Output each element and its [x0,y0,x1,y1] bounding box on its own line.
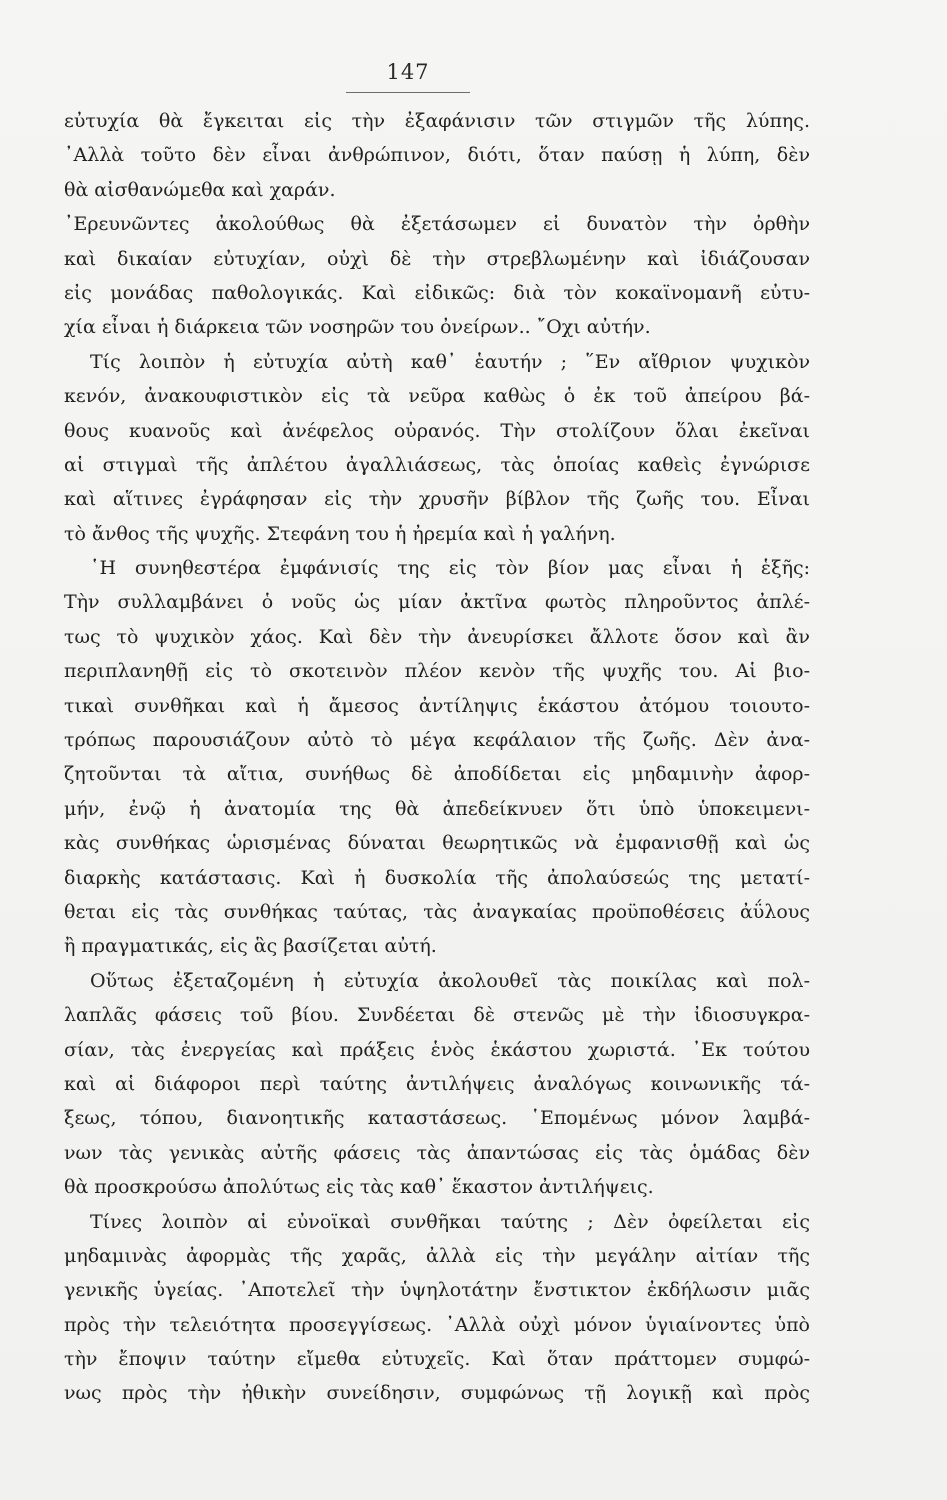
text-line: καὶ δικαίαν εὐτυχίαν, οὐχὶ δὲ τὴν στρεβλωμένην καὶ ἰδιάζουσαν [64,247,810,270]
text-line: ῾Η συνηθεστέρα ἐμφάνισίς της εἰς τὸν βίον μας εἶναι ἡ ἑξῆς: [90,557,810,580]
text-line: ζητοῦνται τὰ αἴτια, συνήθως δὲ ἀποδίδεται εἰς μηδαμινὴν ἀφορ- [64,763,810,786]
text-line: σίαν, τὰς ἐνεργείας καὶ πράξεις ἑνὸς ἑκάστου χωριστά. ᾿Εκ τούτου [64,1038,810,1061]
text-line: Οὕτως ἐξεταζομένη ἡ εὐτυχία ἀκολουθεῖ τὰς ποικίλας καὶ πολ- [90,969,810,992]
text-line: λαπλᾶς φάσεις τοῦ βίου. Συνδέεται δὲ στενῶς μὲ τὴν ἰδιοσυγκρα- [64,1004,810,1027]
text-line: τρόπως παρουσιάζουν αὐτὸ τὸ μέγα κεφάλαιον τῆς ζωῆς. Δὲν ἀνα- [64,729,810,752]
text-line: θεται εἰς τὰς συνθήκας ταύτας, τὰς ἀναγκαίας προϋποθέσεις ἀΰλους [64,900,810,923]
text-line: καὶ αἱ διάφοροι περὶ ταύτης ἀντιλήψεις ἀναλόγως κοινωνικῆς τά- [64,1072,810,1095]
text-line: ᾿Ερευνῶντες ἀκολούθως θὰ ἐξετάσωμεν εἰ δυνατὸν τὴν ὀρθὴν [64,213,810,236]
text-line: Τίς λοιπὸν ἡ εὐτυχία αὐτὴ καθ᾿ ἑαυτήν ; ῞Εν αἴθριον ψυχικὸν [90,350,810,373]
text-line: περιπλανηθῇ εἰς τὸ σκοτεινὸν πλέον κενὸν τῆς ψυχῆς του. Αἱ βιο- [64,660,810,683]
text-line: κὰς συνθήκας ὡρισμένας δύναται θεωρητικῶς νὰ ἐμφανισθῇ καὶ ὡς [64,832,810,855]
text-line: τως τὸ ψυχικὸν χάος. Καὶ δὲν τὴν ἀνευρίσκει ἄλλοτε ὅσον καὶ ἂν [64,625,810,648]
text-line: νως πρὸς τὴν ἠθικὴν συνείδησιν, συμφώνως τῇ λογικῇ καὶ πρὸς [64,1382,810,1405]
text-line: ᾿Αλλὰ τοῦτο δὲν εἶναι ἀνθρώπινον, διότι, ὅταν παύσῃ ἡ λύπη, δὲν [64,144,810,167]
text-line: μήν, ἐνῷ ἡ ἀνατομία της θὰ ἀπεδείκνυεν ὅτι ὑπὸ ὑποκειμενι- [64,797,810,820]
text-line: κενόν, ἀνακουφιστικὸν εἰς τὰ νεῦρα καθὼς ὁ ἐκ τοῦ ἀπείρου βά- [64,385,810,408]
text-line: ἢ πραγματικάς, εἰς ἃς βασίζεται αὐτή. [64,935,437,958]
text-line: πρὸς τὴν τελειότητα προσεγγίσεως. ᾿Αλλὰ οὐχὶ μόνον ὑγιαίνοντες ὑπὸ [64,1313,810,1336]
text-line: τὸ ἄνθος τῆς ψυχῆς. Στεφάνη του ἡ ἠρεμία καὶ ἡ γαλήνη. [64,522,616,545]
text-line: καὶ αἵτινες ἐγράφησαν εἰς τὴν χρυσῆν βίβλον τῆς ζωῆς του. Εἶναι [64,488,810,511]
text-line: εὐτυχία θὰ ἔγκειται εἰς τὴν ἐξαφάνισιν τῶν στιγμῶν τῆς λύπης. [64,110,810,132]
text-line: γενικῆς ὑγείας. ᾿Αποτελεῖ τὴν ὑψηλοτάτην ἔνστικτον ἐκδήλωσιν μιᾶς [64,1279,810,1302]
text-line: χία εἶναι ἡ διάρκεια τῶν νοσηρῶν του ὀνείρων.. ῎Οχι αὐτήν. [64,316,651,339]
body-text [64,104,810,1411]
text-line: Τὴν συλλαμβάνει ὁ νοῦς ὡς μίαν ἀκτῖνα φωτὸς πληροῦντος ἀπλέ- [64,591,810,614]
page-number-rule [346,92,470,93]
text-line: ξεως, τόπου, διανοητικῆς καταστάσεως. ῾Επομένως μόνον λαμβά- [64,1107,810,1130]
text-line: τικαὶ συνθῆκαι καὶ ἡ ἄμεσος ἀντίληψις ἑκάστου ἀτόμου τοιουτο- [64,694,810,717]
page-number: 147 [386,60,430,84]
text-line: εἰς μονάδας παθολογικάς. Καὶ εἰδικῶς: διὰ τὸν κοκαϊνομανῆ εὐτυ- [64,281,810,304]
text-line: Τίνες λοιπὸν αἱ εὐνοϊκαὶ συνθῆκαι ταύτης ; Δὲν ὀφείλεται εἰς [90,1210,810,1233]
text-line: θὰ αἰσθανώμεθα καὶ χαράν. [64,178,336,201]
text-line: θὰ προσκρούσω ἀπολύτως εἰς τὰς καθ᾿ ἕκαστον ἀντιλήψεις. [64,1176,654,1199]
text-line: θους κυανοῦς καὶ ἀνέφελος οὐρανός. Τὴν στολίζουν ὅλαι ἐκεῖναι [64,419,810,442]
text-line: διαρκὴς κατάστασις. Καὶ ἡ δυσκολία τῆς ἀπολαύσεώς της μετατί- [64,866,810,889]
text-line: τὴν ἔποψιν ταύτην εἴμεθα εὐτυχεῖς. Καὶ ὅταν πράττομεν συμφώ- [64,1348,810,1371]
text-line: μηδαμινὰς ἀφορμὰς τῆς χαρᾶς, ἀλλὰ εἰς τὴν μεγάλην αἰτίαν τῆς [64,1244,810,1267]
text-line: νων τὰς γενικὰς αὐτῆς φάσεις τὰς ἀπαντώσας εἰς τὰς ὁμάδας δὲν [64,1141,810,1164]
text-line: αἱ στιγμαὶ τῆς ἀπλέτου ἀγαλλιάσεως, τὰς ὁποίας καθεὶς ἐγνώρισε [64,453,810,476]
